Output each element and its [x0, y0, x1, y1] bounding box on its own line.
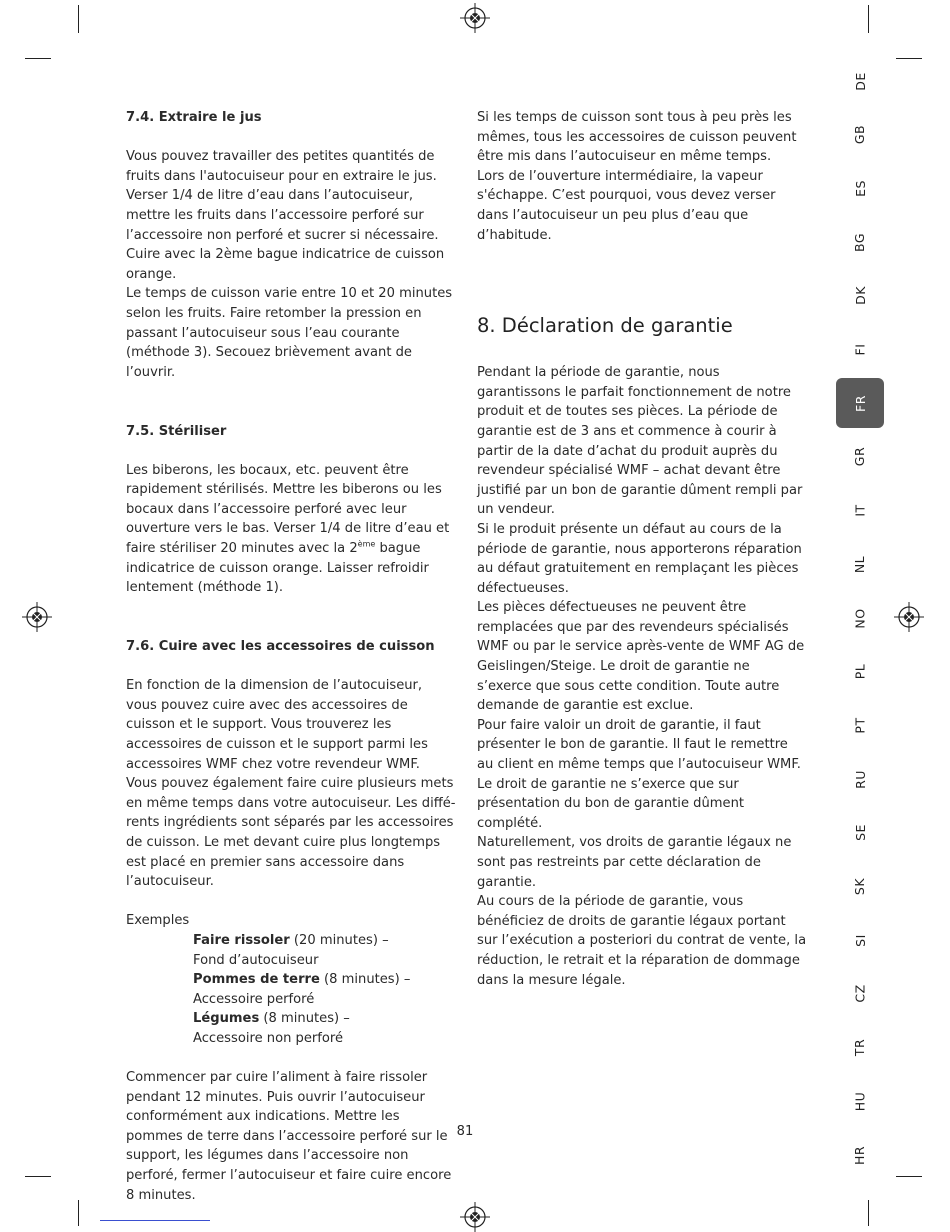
language-tab-si[interactable] [836, 915, 884, 965]
paragraph: Pour faire valoir un droit de garantie, il faut présenter le bon de garantie. Il faut le remettre au client en même temps que l’autocuiseur WMF. Le droit de garantie ne s’exerce que sur présentation du bon de garantie dûment complété. [477, 717, 801, 831]
right-column [477, 108, 807, 990]
registration-mark-icon [460, 1202, 490, 1232]
language-tab-pt[interactable] [836, 700, 884, 750]
language-tab-pl[interactable] [836, 647, 884, 697]
example-time: (8 minutes) – [259, 1011, 350, 1027]
crop-mark [868, 1200, 869, 1226]
page-number: 81 [456, 1124, 474, 1139]
paragraph: Si le produit présente un défaut au cours de la période de garantie, nous apporterons réparation au défaut gratuitement en remplaçant les pièces défectueuses. [477, 521, 802, 596]
crop-mark [896, 58, 922, 59]
language-tab-label: SI [852, 933, 868, 947]
example-place: Fond d’autocuiseur [193, 952, 319, 968]
paragraph: Au cours de la période de garantie, vous bénéficiez de droits de garantie légaux portant sur l’exécution a posteriori du contrat de vente, la réduction, le retrait et la réparation de dommage dans la mesure légale. [477, 894, 807, 988]
registration-mark-icon [22, 602, 52, 632]
language-tab-dk[interactable] [836, 271, 884, 321]
language-tab-hr[interactable] [836, 1130, 884, 1180]
registration-mark-icon [894, 602, 924, 632]
language-tab-label: DK [852, 286, 868, 306]
language-tab-de[interactable] [836, 56, 884, 106]
paragraph-text: bague indicatrice de cuisson orange. Laisser refroidir lentement (méthode 1). [126, 541, 429, 596]
paragraph: En fonction de la dimension de l’autocuiseur, vous pouvez cuire avec des accessoires de cuisson et le support. Vous trouverez les accessoires de cuisson et le support parmi les accessoires WMF chez votre revendeur WMF. [126, 678, 428, 772]
superscript: ème [357, 539, 376, 549]
language-tab-fi[interactable] [836, 325, 884, 375]
language-tab-hu[interactable] [836, 1076, 884, 1126]
paragraph: Vous pouvez également faire cuire plusieurs mets en même temps dans votre autocuiseur. Les différents ingrédients sont séparés par les accessoires de cuisson. Le met devant cuire plus longtemps est placé en premier sans accessoire dans l’autocuiseur. [126, 776, 456, 890]
language-tab-label: GR [852, 447, 868, 467]
language-tab-bg[interactable] [836, 217, 884, 267]
paragraph: Naturellement, vos droits de garantie légaux ne sont pas restreints par cette déclaration de garantie. [477, 835, 792, 890]
language-tab-label: GB [852, 125, 868, 145]
language-tab-fr[interactable] [836, 378, 884, 428]
paragraph: Lors de l’ouverture intermédiaire, la vapeur s'échappe. C’est pourquoi, vous devez verser dans l’autocuiseur un peu plus d’eau que d’habitude. [477, 168, 776, 243]
language-tab-label: HU [852, 1091, 868, 1112]
crop-mark [78, 1200, 79, 1226]
crop-mark [25, 58, 51, 59]
language-tab-gb[interactable] [836, 110, 884, 160]
section-heading-7-4: 7.4. Extraire le jus [126, 110, 262, 125]
language-tab-label: SE [852, 824, 868, 842]
paragraph: Vous pouvez travailler des petites quantités de fruits dans l'autocuiseur pour en extraire le jus. Verser 1/4 de litre d’eau dans l’autocuiseur, mettre les fruits dans l’accessoire perforé sur l’accessoire non perforé et sucrer si nécessaire. Cuire avec la 2ème bague indicatrice de cuisson orange. [126, 149, 445, 282]
left-column [126, 108, 456, 1205]
language-tab-tr[interactable] [836, 1023, 884, 1073]
language-tab-label: HR [852, 1145, 868, 1165]
language-tab-es[interactable] [836, 163, 884, 213]
language-tab-label: BG [852, 232, 868, 252]
example-item [193, 931, 456, 951]
language-tab-label: CZ [852, 984, 868, 1004]
language-tab-label: NO [852, 607, 868, 629]
language-tab-label: RU [852, 769, 868, 789]
section-heading-7-5: 7.5. Stériliser [126, 423, 227, 439]
example-name: Légumes [193, 1011, 260, 1027]
language-tab-se[interactable] [836, 808, 884, 858]
language-tab-ru[interactable] [836, 754, 884, 804]
example-time: (8 minutes) – [319, 972, 411, 988]
example-name: Pommes de terre [193, 972, 320, 988]
paragraph-text: Les biberons, les bocaux, etc. peuvent être rapidement stérilisés. Mettre les biberons ou les bocaux dans l’accessoire perforé avec leur ouverture vers le bas. Verser 1/4 de litre d’eau et faire stériliser 20 minutes avec la 2 [126, 462, 450, 557]
example-place: Accessoire non perforé [193, 1030, 344, 1046]
crop-mark [78, 5, 79, 33]
language-tab-label: PL [852, 663, 868, 680]
examples-list [126, 931, 456, 1049]
registration-mark-icon [460, 3, 490, 33]
language-tab-label: ES [852, 179, 868, 197]
paragraph: Pendant la période de garantie, nous garantissons le parfait fonctionnement de notre produit et de toutes ses pièces. La période de garantie est de 3 ans et commence à courir à partir de la date d’achat du produit auprès du revendeur spécialisé WMF – achat devant être justifié par un bon de garantie dûment rempli par un vendeur. [477, 365, 803, 518]
paragraph [126, 461, 456, 598]
language-tab-no[interactable] [836, 593, 884, 643]
language-tab-sk[interactable] [836, 862, 884, 912]
example-item [193, 970, 456, 990]
language-tab-label: TR [852, 1038, 868, 1057]
example-time: (20 minutes) – [289, 932, 389, 948]
paragraph: Le temps de cuisson varie entre 10 et 20 minutes selon les fruits. Faire retomber la pression en passant l’autocuiseur sous l’eau courante (méthode 3). Secouez brièvement avant de l’ouvrir. [126, 286, 453, 380]
crop-mark [896, 1176, 922, 1177]
crop-mark [25, 1176, 51, 1177]
language-tab-label: FI [852, 343, 868, 356]
examples-label: Exemples [126, 913, 190, 929]
example-place: Accessoire perforé [193, 991, 315, 1007]
paragraph: Les pièces défectueuses ne peuvent être remplacées que par des revendeurs spécialisés WMF ou par le service après-vente de WMF AG de Geislingen/Steige. Le droit de garantie ne s’exerce que sous cette condition. Toute autre demande de garantie est exclue. [477, 600, 805, 714]
language-tab-label: SK [852, 877, 868, 896]
link-underline [100, 1220, 210, 1221]
language-tab-it[interactable] [836, 486, 884, 536]
language-tab-label: IT [852, 504, 868, 517]
language-tab-gr[interactable] [836, 432, 884, 482]
language-tab-label: DE [852, 71, 868, 91]
language-tab-nl[interactable] [836, 539, 884, 589]
paragraph: Si les temps de cuisson sont tous à peu près les mêmes, tous les accessoires de cuisson peuvent être mis dans l’autocuiseur en même temps. [477, 110, 797, 165]
section-heading-7-6: 7.6. Cuire avec les accessoires de cuisson [126, 639, 435, 655]
language-tab-cz[interactable] [836, 969, 884, 1019]
example-item [193, 1009, 456, 1029]
crop-mark [868, 5, 869, 33]
language-tab-label: PT [852, 717, 868, 734]
language-tab-label: NL [852, 555, 868, 573]
section-heading-8: 8. Déclaration de garantie [477, 314, 733, 338]
paragraph: Commencer par cuire l’aliment à faire rissoler pendant 12 minutes. Puis ouvrir l’autocuiseur conformément aux indications. Mettre les pommes de terre dans l’accessoire perforé sur le support, les légumes dans l’accessoire non perforé, fermer l’autocuiseur et faire cuire encore 8 minutes. [126, 1070, 452, 1203]
example-name: Faire rissoler [193, 932, 290, 948]
language-tab-label: FR [852, 394, 868, 412]
